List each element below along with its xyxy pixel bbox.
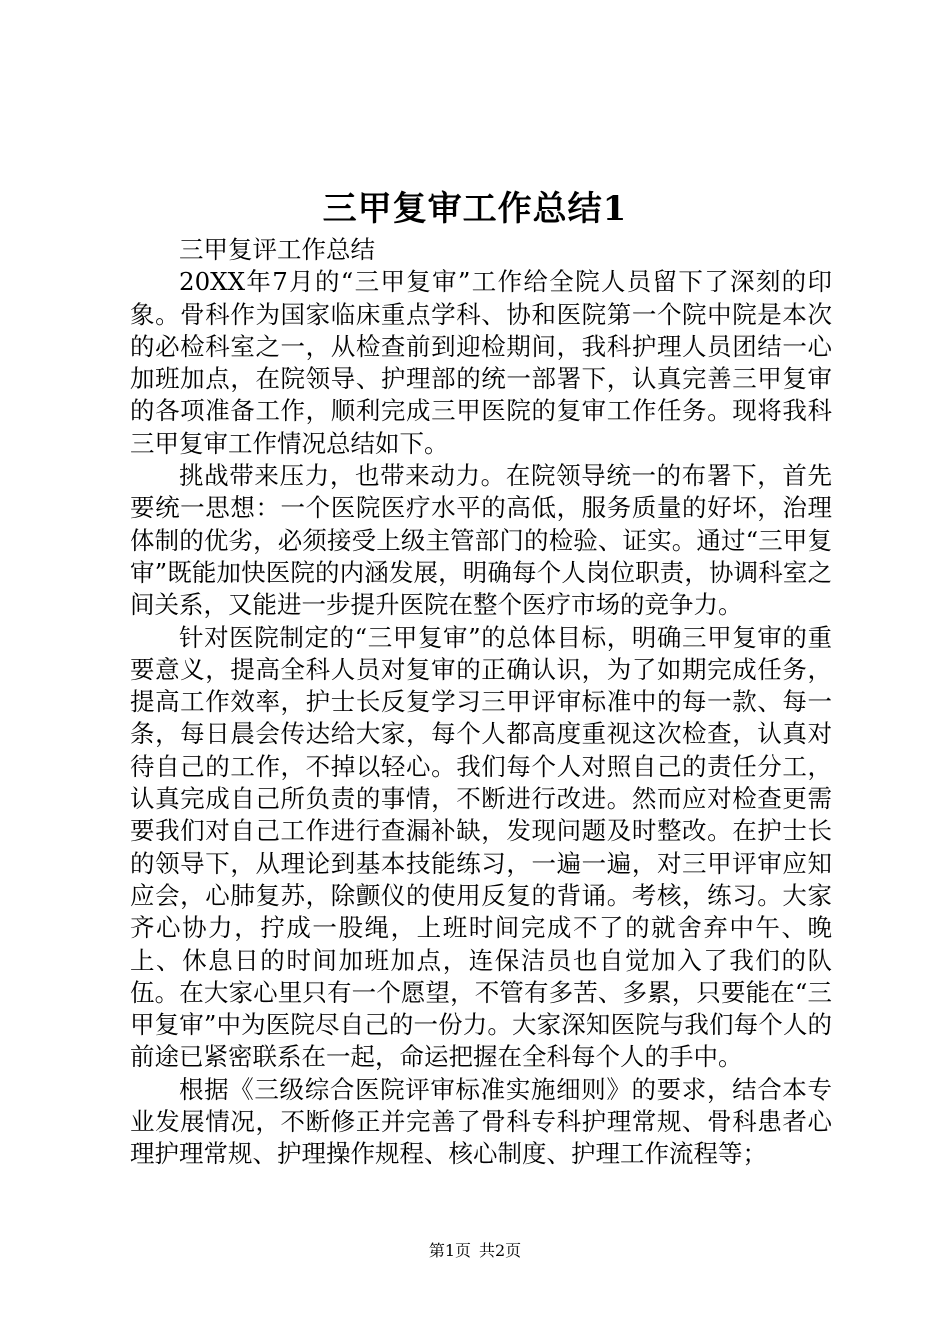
document-title: 三甲复审工作总结1 [322, 189, 628, 229]
paragraph: 20XX年7月的“三甲复审”工作给全院人员留下了深刻的印象。骨科作为国家临床重点学科、协和医院第一个院中院是本次的必检科室之一，从检查前到迎检期间，我科护理人员团结一心加班加点，在院领导、护理部的统一部署下，认真完善三甲复审的各项准备工作，顺利完成三甲医院的复审工作任务。现将我科三甲复审工作情况总结如下。 [130, 267, 832, 458]
paragraph: 针对医院制定的“三甲复审”的总体目标，明确三甲复审的重要意义，提高全科人员对复审的正确认识，为了如期完成任务，提高工作效率，护士长反复学习三甲评审标准中的每一款、每一条，每日晨会传达给大家，每个人都高度重视这次检查，认真对待自己的工作，不掉以轻心。我们每个人对照自己的责任分工，认真完成自己所负责的事情，不断进行改进。然而应对检查更需要我们对自己工作进行查漏补缺，发现问题及时整改。在护士长的领导下，从理论到基本技能练习，一遍一遍，对三甲评审应知应会，心肺复苏，除颤仪的使用反复的背诵。考核，练习。大家齐心协力，拧成一股绳，上班时间完成不了的就舍弃中午、晚上、休息日的时间加班加点，连保洁员也自觉加入了我们的队伍。在大家心里只有一个愿望，不管有多苦、多累，只要能在“三甲复审”中为医院尽自己的一份力。大家深知医院与我们每个人的前途已紧密联系在一起，命运把握在全科每个人的手中。 [130, 622, 832, 1072]
page-total: 共2页 [479, 1241, 522, 1260]
paragraph: 挑战带来压力，也带来动力。在院领导统一的布署下，首先要统一思想：一个医院医疗水平的高低，服务质量的好坏，治理体制的优劣，必须接受上级主管部门的检验、证实。通过“三甲复审”既能加快医院的内涵发展，明确每个人岗位职责，协调科室之间关系，又能进一步提升医院在整个医疗市场的竞争力。 [130, 461, 832, 620]
paragraph-subtitle: 三甲复评工作总结 [179, 235, 375, 264]
paragraph: 根据《三级综合医院评审标准实施细则》的要求，结合本专业发展情况，不断修正并完善了骨科专科护理常规、骨科患者心理护理常规、护理操作规程、核心制度、护理工作流程等； [130, 1074, 832, 1169]
page-number: 第1页 [428, 1241, 471, 1260]
document-body [130, 234, 832, 1171]
page-footer [0, 1239, 950, 1263]
